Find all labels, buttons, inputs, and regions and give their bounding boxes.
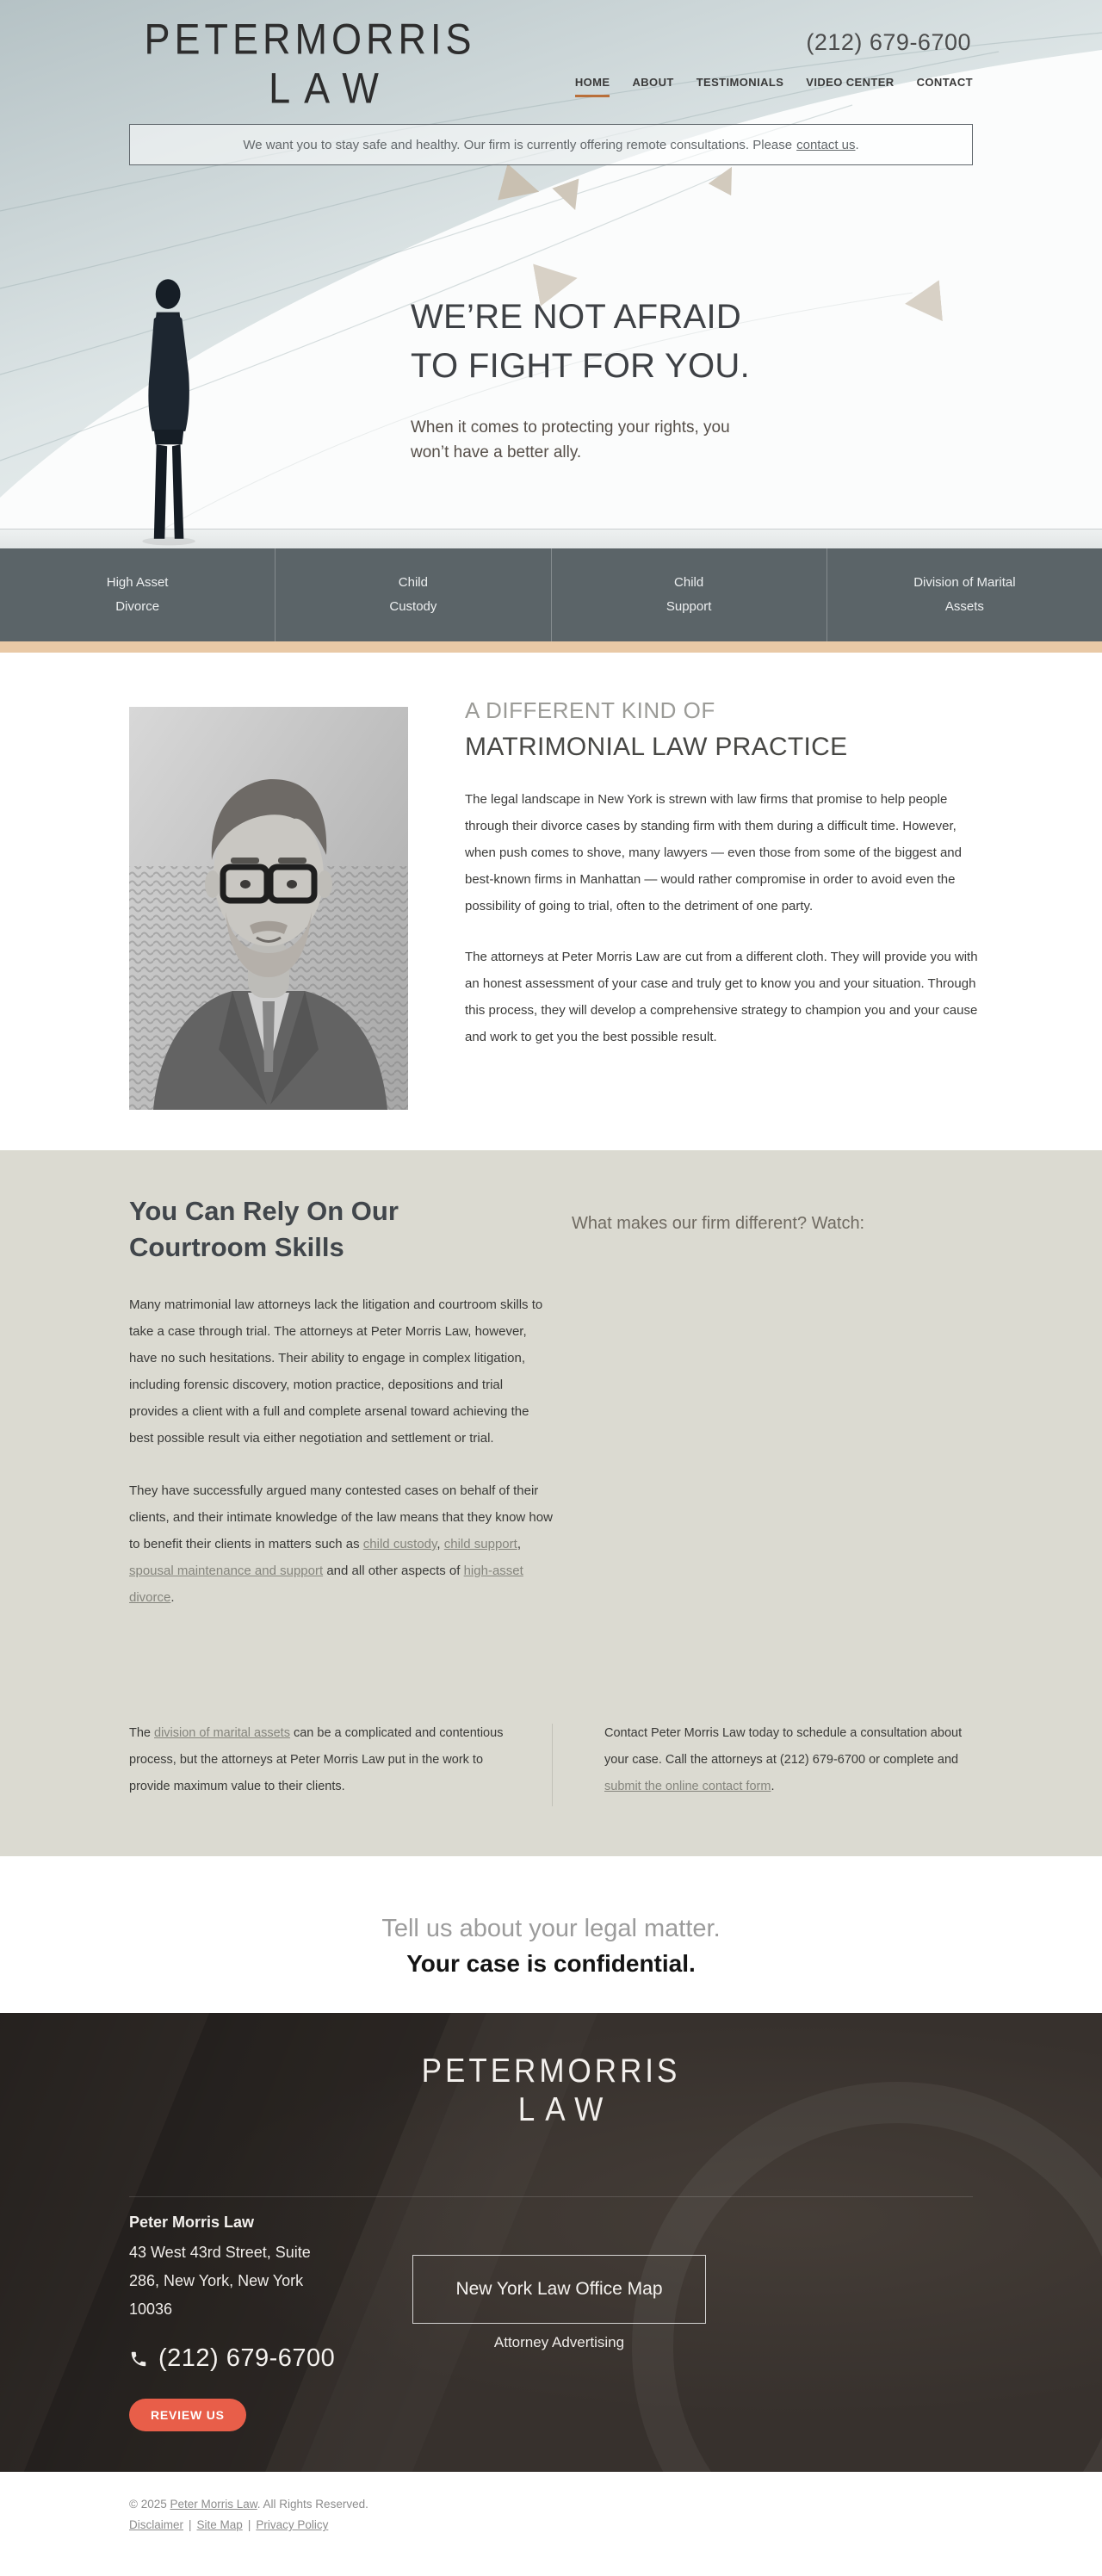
copyright-text: © 2025 Peter Morris Law. All Rights Reserved. xyxy=(129,2498,368,2511)
high-asset-divorce-link[interactable]: high-asset divorce xyxy=(129,1564,523,1605)
hero-person-image xyxy=(129,272,212,546)
cta-line1: Tell us about your legal matter. xyxy=(381,1915,721,1942)
info-column-left: The division of marital assets can be a complicated and contentious process, but the attorneys at Peter Morris Law put in the work to provide maximum value to their clients. xyxy=(129,1726,504,1793)
copyright-firm-link[interactable]: Peter Morris Law xyxy=(170,2498,257,2511)
skills-paragraph-1: Many matrimonial law attorneys lack the litigation and courtroom skills to take a case through trial. The attorneys at Peter Morris Law, however, have no such hesitations. Their ability to engage in complex litigation, including forensic discovery, motion practice, depositions and trial provides a client with a full and complete arsenal toward achieving the best possible result via either negotiation and settlement or trial. xyxy=(129,1297,543,1446)
spousal-maintenance-link[interactable]: spousal maintenance and support xyxy=(129,1564,324,1578)
nav-item-about[interactable]: ABOUT xyxy=(632,76,674,89)
about-paragraph-1: The legal landscape in New York is strewn with law firms that promise to help people through their divorce cases by standing firm with them during a difficult time. However, when push comes to shove, many lawyers — even those from some of the biggest and best-known firms in Manhattan — would rather compromise in order to avoid even the possibility of going to trial, often to the detriment of one party. xyxy=(465,792,962,913)
child-support-link[interactable]: child support xyxy=(443,1537,517,1551)
footer-phone-link[interactable]: (212) 679-6700 xyxy=(129,2344,387,2373)
about-copy xyxy=(465,697,979,1050)
hero-title: WE’RE NOT AFRAID TO FIGHT FOR YOU. xyxy=(411,298,751,385)
header-phone-link[interactable]: (212) 679-6700 xyxy=(806,29,971,55)
header-hero-section xyxy=(0,0,1102,548)
practice-areas-bar xyxy=(0,548,1102,641)
logo-line1: PETERMORRIS xyxy=(144,14,476,64)
review-us-button[interactable]: REVIEW US xyxy=(129,2399,246,2431)
info-columns xyxy=(129,1720,988,1806)
skills-copy xyxy=(129,1193,553,1611)
nav-item-home[interactable]: HOME xyxy=(575,76,610,97)
division-of-marital-assets-link[interactable]: division of marital assets xyxy=(154,1726,290,1740)
practice-area-child-custody[interactable]: Child Custody xyxy=(275,548,550,641)
privacy-policy-link[interactable]: Privacy Policy xyxy=(256,2518,329,2531)
about-section xyxy=(0,653,1102,1150)
copyright-section xyxy=(0,2472,1102,2576)
practice-area-division-of-marital-assets[interactable]: Division of Marital Assets xyxy=(826,548,1102,641)
video-heading: What makes our firm different? Watch: xyxy=(572,1214,865,1233)
attorney-advertising-note: Attorney Advertising xyxy=(493,2334,625,2350)
disclaimer-link[interactable]: Disclaimer xyxy=(129,2518,184,2531)
office-map-link[interactable]: New York Law Office Map xyxy=(412,2255,706,2324)
footer-contact-block xyxy=(129,2214,387,2431)
column-divider xyxy=(552,1724,553,1806)
footer-divider xyxy=(129,2196,973,2197)
nav-item-contact[interactable]: CONTACT xyxy=(916,76,973,89)
child-custody-link[interactable]: child custody xyxy=(362,1537,437,1551)
footer-map-block xyxy=(412,2255,706,2351)
main-nav xyxy=(575,76,973,97)
attorney-photo xyxy=(129,707,408,1110)
hero-copy xyxy=(411,293,750,465)
practice-area-high-asset-divorce[interactable]: High Asset Divorce xyxy=(106,575,169,614)
skills-heading: You Can Rely On Our Courtroom Skills xyxy=(129,1196,399,1262)
triangle-decor xyxy=(903,280,943,324)
logo-line2: LAW xyxy=(269,63,393,113)
about-heading-line1: A DIFFERENT KIND OF xyxy=(465,697,715,723)
legal-links: Disclaimer | Site Map | Privacy Policy xyxy=(129,2518,329,2531)
notice-text: We want you to stay safe and healthy. Our firm is currently offering remote consultations. Please xyxy=(243,137,793,152)
courtroom-skills-section xyxy=(0,1150,1102,1856)
footer-firm-name: Peter Morris Law xyxy=(129,2214,255,2231)
footer xyxy=(0,2013,1102,2472)
about-heading-line2: MATRIMONIAL LAW PRACTICE xyxy=(465,733,848,761)
cta-section xyxy=(0,1856,1102,2013)
practice-area-child-support[interactable]: Child Support xyxy=(551,548,826,641)
skills-paragraph-2: They have successfully argued many contested cases on behalf of their clients, and their intimate knowledge of the law means that they know how to benefit their clients in matters such as child custody, child support, spousal maintenance and support and all other aspects of high-asset divorce. xyxy=(129,1483,553,1605)
nav-item-video-center[interactable]: VIDEO CENTER xyxy=(806,76,895,89)
phone-icon xyxy=(129,2350,148,2369)
footer-address: 43 West 43rd Street, Suite 286, New York, New York 10036 xyxy=(129,2244,311,2318)
notice-suffix: . xyxy=(855,137,859,152)
about-paragraph-2: The attorneys at Peter Morris Law are cut from a different cloth. They will provide you with an honest assessment of your case and truly get to know you and your situation. Through this process, they will develop a comprehensive strategy to champion you and your cause and work to get you the best possible result. xyxy=(465,950,978,1044)
cta-line2: Your case is confidential. xyxy=(406,1950,696,1977)
footer-logo[interactable]: PETERMORRIS LAW xyxy=(421,2052,681,2128)
online-contact-form-link[interactable]: submit the online contact form xyxy=(604,1780,771,1793)
tan-accent-strip xyxy=(0,641,1102,653)
info-column-right: Contact Peter Morris Law today to schedule a consultation about your case. Call the attorneys at (212) 679-6700 or complete and submit the online contact form. xyxy=(604,1726,963,1793)
contact-us-link[interactable]: contact us xyxy=(796,137,856,152)
nav-item-testimonials[interactable]: TESTIMONIALS xyxy=(696,76,784,89)
covid-notice-banner xyxy=(129,124,973,165)
header-logo[interactable] xyxy=(129,14,491,113)
hero-subtitle: When it comes to protecting your rights, you won’t have a better ally. xyxy=(411,418,730,461)
site-map-link[interactable]: Site Map xyxy=(196,2518,243,2531)
